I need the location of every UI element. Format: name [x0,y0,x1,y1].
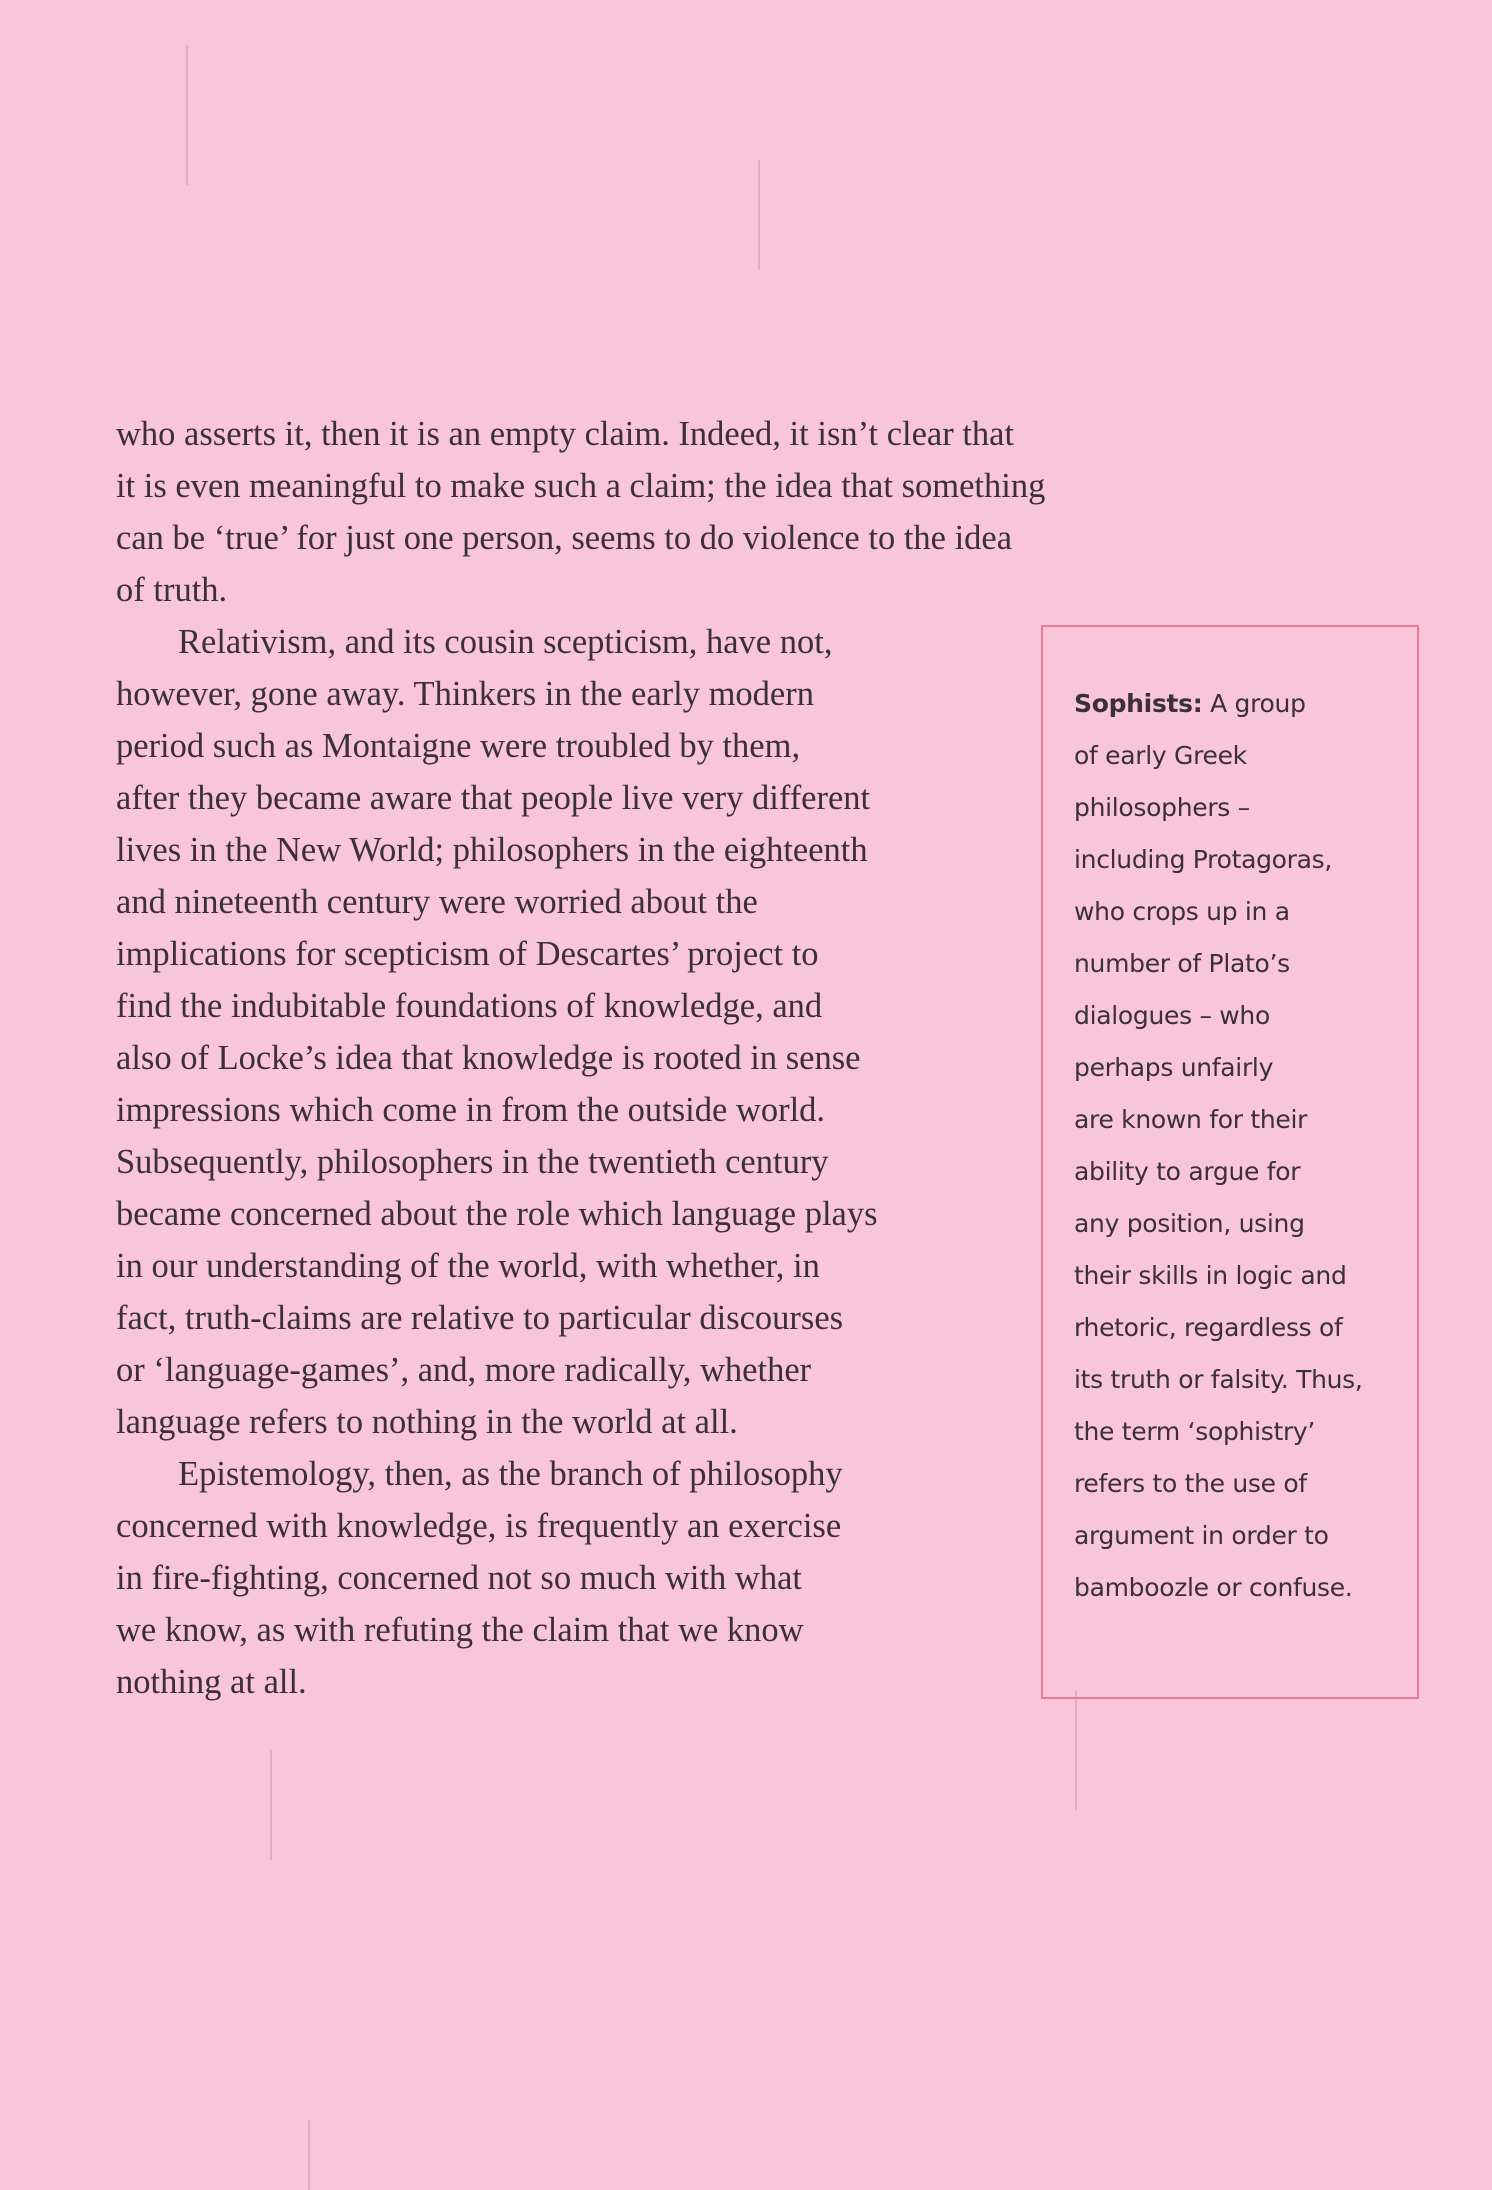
text-line: Epistemology, then, as the branch of philosophy [178,1455,843,1493]
text-line: period such as Montaigne were troubled by them, [116,727,801,765]
paragraph-2 [116,616,1016,1448]
sidebar-line: including Protagoras, [1074,845,1333,874]
sidebar-line: of early Greek [1074,741,1247,770]
sidebar-text: A group [1202,689,1306,718]
sidebar-line: their skills in logic and [1074,1261,1347,1290]
sidebar-line: who crops up in a [1074,897,1290,926]
text-line: it is even meaningful to make such a claim; the idea that something [116,467,1046,505]
paper-mark [186,45,188,185]
paper-mark [308,2120,310,2190]
text-line: also of Locke’s idea that knowledge is rooted in sense [116,1039,861,1077]
sidebar-line: argument in order to [1074,1521,1329,1550]
text-line: lives in the New World; philosophers in the eighteenth [116,831,868,869]
sidebar-line: are known for their [1074,1105,1308,1134]
sidebar-line: perhaps unfairly [1074,1053,1274,1082]
sidebar-line: the term ‘sophistry’ [1074,1417,1316,1446]
text-line: and nineteenth century were worried about the [116,883,758,921]
text-line: who asserts it, then it is an empty claim. Indeed, it isn’t clear that [116,415,1015,453]
paper-mark [270,1750,272,1860]
sidebar-line: its truth or falsity. Thus, [1074,1365,1363,1394]
sidebar-line: ability to argue for [1074,1157,1301,1186]
text-line: in our understanding of the world, with whether, in [116,1247,820,1285]
sidebar-line: any position, using [1074,1209,1305,1238]
main-text [116,408,1046,1708]
sidebar-line: rhetoric, regardless of [1074,1313,1343,1342]
sidebar-definition [1074,678,1414,1614]
text-line: concerned with knowledge, is frequently an exercise [116,1507,842,1545]
text-line: however, gone away. Thinkers in the early modern [116,675,814,713]
text-line: can be ‘true’ for just one person, seems to do violence to the idea [116,519,1013,557]
sidebar-line: philosophers – [1074,793,1250,822]
text-line: in fire-fighting, concerned not so much with what [116,1559,802,1597]
text-line: of truth. [116,571,228,609]
text-line: implications for scepticism of Descartes’ project to [116,935,819,973]
paper-mark [758,160,760,270]
sidebar-box [1041,625,1419,1699]
text-line: Relativism, and its cousin scepticism, have not, [178,623,833,661]
text-line: find the indubitable foundations of knowledge, and [116,987,823,1025]
sidebar-line [1074,678,1414,730]
text-line: nothing at all. [116,1663,307,1701]
sidebar-line: bamboozle or confuse. [1074,1573,1353,1602]
sidebar-line: dialogues – who [1074,1001,1270,1030]
text-line: fact, truth-claims are relative to particular discourses [116,1299,844,1337]
paragraph-1 [116,408,1046,616]
sidebar-line: number of Plato’s [1074,949,1290,978]
paragraph-3 [116,1448,1016,1708]
paper-mark [1075,1690,1077,1810]
text-line: impressions which come in from the outside world. [116,1091,826,1129]
text-line: language refers to nothing in the world at all. [116,1403,738,1441]
sidebar-line: refers to the use of [1074,1469,1307,1498]
text-line: we know, as with refuting the claim that we know [116,1611,804,1649]
text-line: became concerned about the role which language plays [116,1195,878,1233]
sidebar-term: Sophists: [1074,689,1203,718]
text-line: after they became aware that people live very different [116,779,871,817]
text-line: or ‘language-games’, and, more radically, whether [116,1351,812,1389]
text-line: Subsequently, philosophers in the twentieth century [116,1143,829,1181]
